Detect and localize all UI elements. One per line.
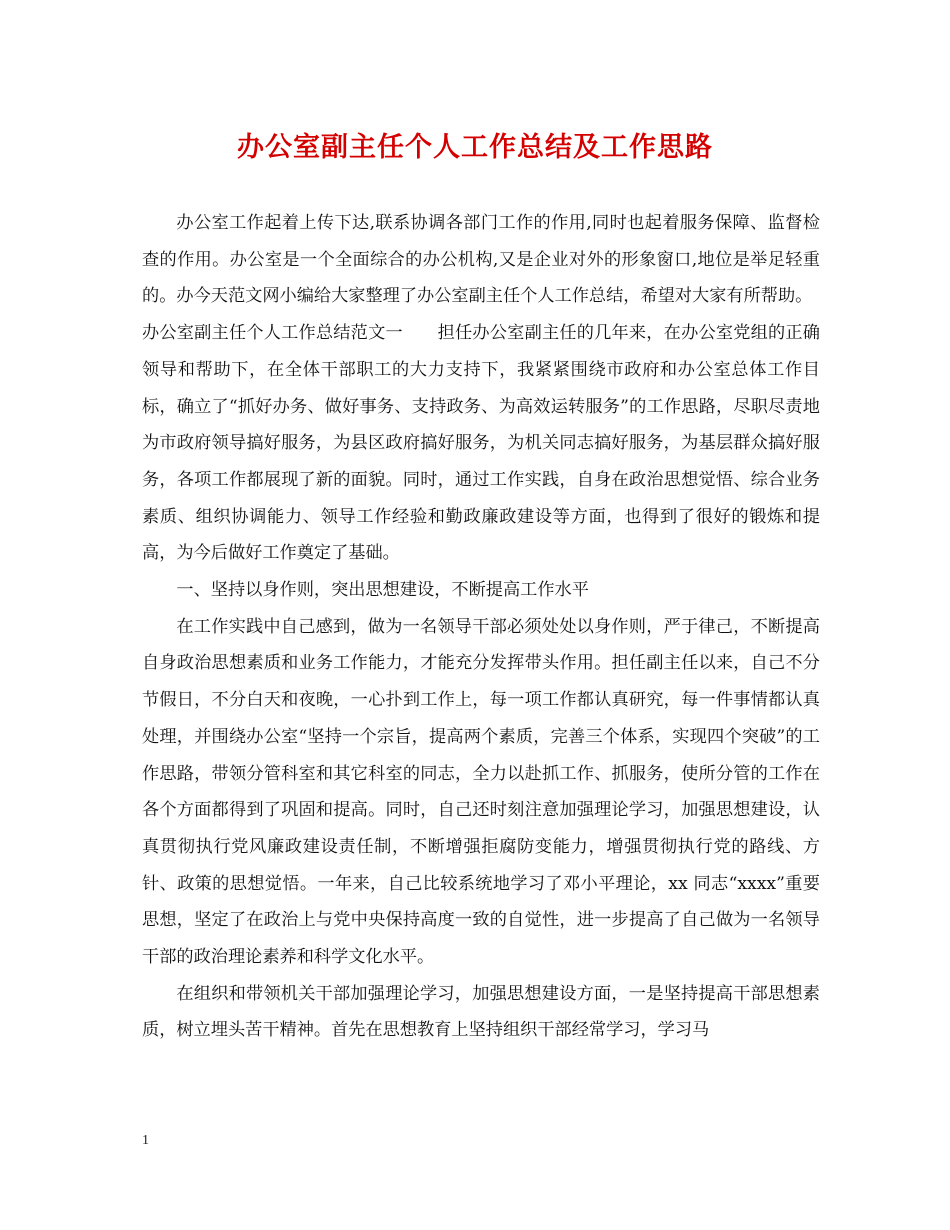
document-title: 办公室副主任个人工作总结及工作思路 — [237, 132, 713, 163]
paragraph-intro: 办公室工作起着上传下达,联系协调各部门工作的作用,同时也起着服务保障、监督检查的作用。办公室是一个全面综合的办公机构,又是企业对外的形象窗口,地位是举足轻重的。办今天范文网小编给大家整理了办公室副主任个人工作总结，希望对大家有所帮助。 — [142, 213, 820, 307]
section-heading-one: 一、坚持以身作则，突出思想建设，不断提高工作水平 — [176, 580, 589, 601]
document-body — [142, 205, 820, 1049]
page-number: 1 — [142, 1133, 149, 1148]
paragraph-section-one: 在工作实践中自己感到，做为一名领导干部必须处处以身作则，严于律己，不断提高自身政治思想素质和业务工作能力，才能充分发挥带头作用。担任副主任以来，自己不分节假日，不分白天和夜晚，一心扑到工作上，每一项工作都认真研究，每一件事情都认真处理，并围绕办公室“坚持一个宗旨，提高两个素质，完善三个体系，实现四个突破”的工作思路，带领分管科室和其它科室的同志，全力以赴抓工作、抓服务，使所分管的工作在各个方面都得到了巩固和提高。同时，自己还时刻注意加强理论学习，加强思想建设，认真贯彻执行党风廉政建设责任制，不断增强拒腐防变能力，增强贯彻执行党的路线、方针、政策的思想觉悟。一年来，自己比较系统地学习了邓小平理论，xx 同志“xxxx”重要思想，坚定了在政治上与党中央保持高度一致的自觉性，进一步提高了自己做为一名领导干部的政治理论素养和科学文化水平。 — [142, 616, 820, 968]
paragraph-theory-study: 在组织和带领机关干部加强理论学习，加强思想建设方面，一是坚持提高干部思想素质，树立埋头苦干精神。首先在思想教育上坚持组织干部经常学习，学习马 — [142, 983, 820, 1041]
paragraph-sample-one: 办公室副主任个人工作总结范文一 担任办公室副主任的几年来，在办公室党组的正确领导和帮助下，在全体干部职工的大力支持下，我紧紧围绕市政府和办公室总体工作目标，确立了“抓好办务、做好事务、支持政务、为高效运转服务”的工作思路，尽职尽责地为市政府领导搞好服务，为县区政府搞好服务，为机关同志搞好服务，为基层群众搞好服务，各项工作都展现了新的面貌。同时，通过工作实践，自身在政治思想觉悟、综合业务素质、组织协调能力、领导工作经验和勤政廉政建设等方面，也得到了很好的锻炼和提高，为今后做好工作奠定了基础。 — [142, 323, 820, 564]
